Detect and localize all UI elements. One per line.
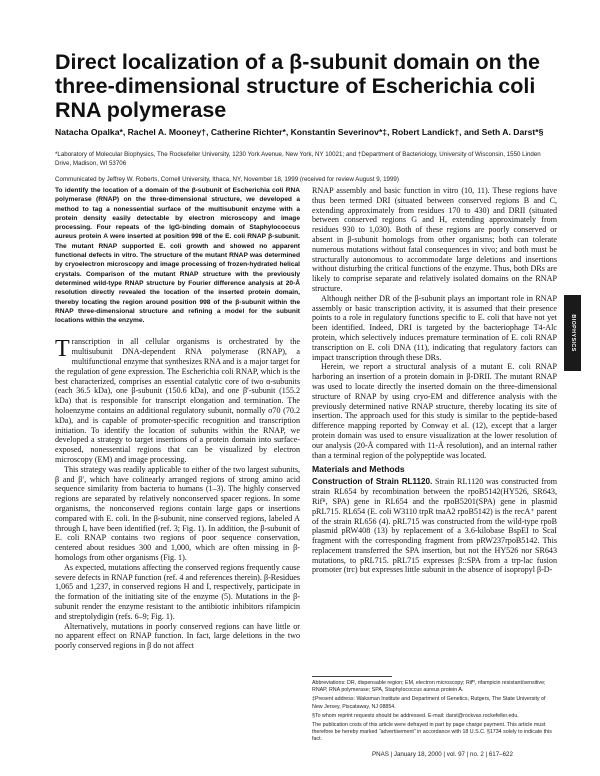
article-title	[55, 50, 555, 122]
drop-cap: T	[55, 336, 70, 363]
footnote-rule	[312, 676, 392, 677]
right-paragraph-3: Herein, we report a structural analysis of a mutant E. coli RNAP harboring an insertion of a protein domain in β-DRII. The mutant RNAP was used to locate directly the inserted domain on the three-dimensional structure of RNAP by using cryo-EM and difference analysis with the previously determined native RNAP structure, thereby locating its site of insertion. The approach used for this study is similar to the peptide-based difference mapping reported by Conway et al. (12), except that a larger protein domain was used to ensure visualization at the lower resolution of our analysis (20-Å compared with 11-Å resolution), and an internal rather than a terminal region of the polypeptide was located.	[312, 362, 557, 460]
left-column	[55, 186, 300, 651]
affiliations: *Laboratory of Molecular Biophysics, The Rockefeller University, 1230 York Avenue, New York, NY 10021; and †Department of Bacteriology, University of Wisconsin, 1550 Linden Drive, Madison, WI 53706	[55, 151, 541, 167]
title-line-1: Direct localization of a β-subunit domain on the	[55, 50, 540, 74]
author-list: Natacha Opalka*, Rachel A. Mooney†, Catherine Richter*, Konstantin Severinov*‡, Robert Landick†, and Seth A. Darst*§	[55, 127, 544, 137]
intro-paragraph-2: This strategy was readily applicable to either of the two largest subunits, β and β′, which have colinearly arranged regions of strong amino acid sequence similarity from bacteria to humans (1–3). The highly conserved regions are separated by relatively nonconserved spacer regions. In some organisms, the nonconserved regions contain large gaps or insertions compared with E. coli. In the β-subunit, nine conserved regions, labeled A through I, have been identified (ref. 3; Fig. 1). In addition, the β-subunit of E. coli RNAP contains two regions of poor sequence conservation, centered about residues 300 and 1,000, which are often missing in β-homologs from other organisms (Fig. 1).	[55, 464, 300, 562]
title-line-3: RNA polymerase	[55, 98, 227, 122]
side-tab-label: BIOPHYSICS	[569, 314, 576, 352]
page-footer: PNAS | January 18, 2000 | vol. 97 | no. 2 | 617–622	[372, 751, 513, 758]
right-paragraph-1: RNAP assembly and basic function in vitro (10, 11). These regions have thus been termed DRI (situated between conserved regions B and C, extending approximately from residues 170 to 430) and DRII (situated between conserved regions G and H, extending approximately from residues 930 to 1,030). Both of these regions are poorly conserved or absent in β-subunit homologs from other organisms; both can tolerate numerous mutations without fatal consequences in vivo; and both must be structurally autonomous to accommodate large deletions and insertions without disturbing the critical functions of the enzyme. Thus, both DRs are likely to comprise separate and relatively isolated domains on the RNAP structure.	[312, 186, 557, 293]
title-line-2: three-dimensional structure of Escherichia coli	[55, 74, 536, 98]
methods-paragraph-1	[312, 477, 557, 575]
footnote-reprints: §To whom reprint requests should be addressed. E-mail: darst@rockvax.rockefeller.edu.	[312, 712, 519, 719]
section-heading-methods: Materials and Methods	[312, 464, 405, 475]
footnote-publication-costs: The publication costs of this article were defrayed in part by page charge payment. This article must therefore be hereby marked “advertisement” in accordance with 18 U.S.C. §1734 solely to indicate this fact.	[312, 722, 552, 743]
communicated-by: Communicated by Jeffrey W. Roberts, Cornell University, Ithaca, NY, November 18, 1999 (received for review August 9, 1999)	[55, 176, 399, 183]
methods-text: Strain RL1120 was constructed from strain RL654 by recombination between the rpoB5142(HY526, SR643, Rifᴿ, SPA) gene in RL654 and the rpoB5201(SPA) gene in plasmid pRL715. RL654 (E. coli W3110 trpR tnaA2 rpoB5142) is the recA⁺ parent of the strain RL656 (4). pRL715 was constructed from the wild-type rpoB plasmid pRW408 (13) by replacement of a 3.6-kilobase BspEI to ScaI fragment with the corresponding fragment from pRW237rpoB5142. This replacement transferred the SPA insertion, but not the HY526 nor SR643 mutations, to pRL715. pRL715 expresses β::SPA from a trp-lac fusion promoter (trc) but expresses little subunit in the absence of isopropyl β-D-	[312, 477, 557, 575]
footnotes	[312, 680, 557, 746]
intro-paragraph-4: Alternatively, mutations in poorly conserved regions can have little or no apparent effect on RNAP function. In fact, large deletions in the two poorly conserved regions in β do not affect	[55, 621, 300, 651]
intro-paragraph-3: As expected, mutations affecting the conserved regions frequently cause severe defects in RNAP function (ref. 4 and references therein). β-Residues 1,065 and 1,237, in conserved regions H and I, respectively, participate in the formation of the initiating site of the enzyme (5). Mutations in the β-subunit render the enzyme resistant to the antibiotic inhibitors rifampicin and streptolydigin (refs. 6–9; Fig. 1).	[55, 562, 300, 621]
footnote-present-address: ‡Present address: Waksman Institute and Department of Genetics, Rutgers, The State University of New Jersey, Piscataway, NJ 08854.	[312, 696, 546, 710]
abstract: To identify the location of a domain of the β-subunit of Escherichia coli RNA polymerase (RNAP) on the three-dimensional structure, we developed a method to tag a nonessential surface of the multisubunit enzyme with a protein density easily detectable by electron microscopy and image processing. Four repeats of the IgG-binding domain of Staphylococcus aureus protein A were inserted at position 998 of the E. coli RNAP β-subunit. The mutant RNAP supported E. coli growth and showed no apparent functional defects in vitro. The structure of the mutant RNAP was determined by cryoelectron microscopy and image processing of frozen-hydrated helical crystals. Comparison of the mutant RNAP structure with the previously determined wild-type RNAP structure by Fourier difference analysis at 20-Å resolution directly revealed the location of the inserted protein domain, thereby locating the region around position 998 of the β-subunit within the RNAP three-dimensional structure and refining a model for the subunit locations within the enzyme.	[55, 187, 300, 325]
intro-paragraph-1: ranscription in all cellular organisms is orchestrated by the multisubunit DNA-dependent RNA polymerase (RNAP), a multifunctional enzyme that synthesizes RNA and is a major target for the regulation of gene expression. The Escherichia coli RNAP, which is the best characterized, comprises an essential catalytic core of two α-subunits (each 36.5 kDa), one β-subunit (150.6 kDa), and one β′-subunit (155.2 kDa) that is responsible for transcript elongation and termination. The holoenzyme contains an additional regulatory subunit, normally σ70 (70.2 kDa), and is capable of promoter-specific recognition and transcription initiation. To identify the location of subunits within the RNAP, we developed a strategy to target insertions of a protein domain into surface-exposed, nonessential regions that can be visualized by electron microscopy (EM) and image processing.	[55, 337, 300, 465]
subsection-heading: Construction of Strain RL1120.	[312, 477, 433, 487]
right-paragraph-2: Although neither DR of the β-subunit plays an important role in RNAP assembly or basic transcription activity, it is assumed that their presence points to a role in regulatory functions specific to E. coli that have not yet been identified. Indeed, DRI is targeted by the bacteriophage T4-Alc protein, which selectively induces premature termination of E. coli RNAP transcription on E. coli DNA (11), indicating that regulatory factors can impact transcription through these DRs.	[312, 293, 557, 362]
footnote-abbreviations: Abbreviations: DR, dispensable region; EM, electron microscopy; Rifᴿ, rifampicin resistant/sensitive; RNAP, RNA polymerase; SPA, Staphylococcus aureus protein A.	[312, 680, 546, 694]
right-column	[312, 186, 557, 575]
section-side-tab	[564, 295, 581, 371]
